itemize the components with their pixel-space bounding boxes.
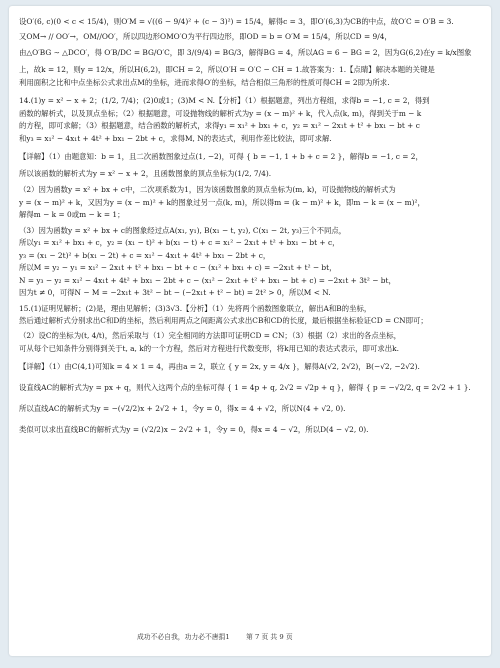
text-line: 上，故k = 12，则y = 12/x，所以H(6,2)，即CH = 2，所以O′H = O′C − CH = 1.故答案为：1.【点睛】解决本题的关键是 — [19, 65, 435, 74]
text-line: 解得m − k = 0或m − k = 1； — [19, 210, 125, 219]
text-line: 的方程，即可求解；（3）根据题意，结合函数的解析式，求得y₁ = x₁² + bx₁ + c，y₂ = x₁² − 2x₁t + t² + bx₁ − bt + c — [19, 121, 420, 130]
text-line: 【详解】（1）由C(4,1)可知k = 4 × 1 = 4，再由a = 2，联立 { y = 2x, y = 4/x }，解得A(√2, 2√2)，B(−√2, −2√2). — [19, 362, 420, 371]
text-line: （3）因为函数y = x² + bx + c的图象经过点A(x₁, y₁), B(x₁ − t, y₂), C(x₁ − 2t, y₃)三个不同点， — [19, 225, 347, 235]
text-line: 函数的解析式，以及顶点坐标；（2）根据题意，可设抛物线的解析式为y = (x − m)² + k，代入点(k, m)，得到关于m − k — [19, 108, 422, 118]
text-line: 和y₃ = x₁² − 4x₁t + 4t² + bx₁ − 2bt + c，求得M, N的表达式，利用作差比较法，即可求解. — [19, 133, 332, 143]
text-line: 设直线AC的解析式为y = px + q，则代入这两个点的坐标可得 { 1 = 4p + q, 2√2 = √2p + q }，解得 { p = −√2/2, q = 2√2 + 1 }. — [19, 383, 471, 392]
text-line: 因为t ≠ 0，可得N − M = −2x₁t + 3t² − bt − (−2x₁t + t² − bt) = 2t² > 0，所以M < N. — [19, 288, 331, 297]
text-line: 所以直线AC的解析式为y = −(√2/2)x + 2√2 + 1，令y = 0，得x = 4 + √2，所以N(4 + √2, 0). — [19, 404, 346, 413]
text-line: 所以y₁ = x₁² + bx₁ + c，y₂ = (x₁ − t)² + b(x₁ − t) + c = x₁² − 2x₁t + t² + bx₁ − bt + c， — [19, 238, 340, 247]
text-line: y₃ = (x₁ − 2t)² + b(x₁ − 2t) + c = x₁² − 4x₁t + 4t² + bx₁ − 2bt + c， — [19, 250, 271, 260]
text-line: y = (x − m)² + k，又因为y = (x − m)² + k的图象过另一点(k, m)，所以得m = (k − m)² + k，即m − k = (x − m)²， — [19, 197, 425, 207]
text-line: （2）因为函数y = x² + bx + c中，二次项系数为1，因为该函数图象的顶点坐标为(m, k)，可设抛物线的解析式为 — [19, 185, 396, 194]
text-line: N = y₃ − y₂ = x₁² − 4x₁t + 4t² + bx₁ − 2bt + c − (x₁² − 2x₁t + t² + bx₁ − bt + c) = −2x₁t + 3t² − bt， — [19, 275, 396, 285]
text-line: 设O′(6, c)(0 < c < 15/4)，则O′M = √((6 − 9/4)² + (c − 3)²) = 15/4，解得c = 3，即O′(6,3)为CB的中点，故O′C = O′B = 3. — [19, 17, 454, 26]
footer-motto: 成功不必自我，功力必不唐捐1 — [137, 633, 230, 641]
text-line: 15.(1)证明见解析；(2)是，理由见解析；(3)3√3.【分析】（1）先将两个函数图象联立，解出A和B的坐标， — [19, 303, 372, 313]
text-line: 【详解】（1）由题意知：b = 1，且二次函数图象过点(1, −2)，可得 { b = −1, 1 + b + c = 2 }，解得b = −1, c = 2， — [19, 152, 423, 161]
text-line: 14.(1)y = x² − x + 2；(1/2, 7/4)；(2)0或1；(3)M < N.【分析】（1）根据题意，列出方程组，求得b = −1, c = 2，得到 — [19, 95, 430, 105]
text-line: 所以M = y₂ − y₁ = x₁² − 2x₁t + t² + bx₁ − bt + c − (x₁² + bx₁ + c) = −2x₁t + t² − bt， — [19, 263, 337, 272]
text-line: 可从每个已知条件分别得到关于t, a, k的一个方程，然后对方程进行代数变形，将k用已知的表达式表示，即可求出k. — [19, 343, 399, 353]
text-line: 然后通过解析式分别求出C和D的坐标，然后利用两点之间距离公式求出CB和CD的长度，最后根据坐标验证CD = CN即可； — [19, 316, 428, 325]
text-line: 类似可以求出直线BC的解析式为y = (√2/2)x − 2√2 + 1，令y = 0，得x = 4 − √2，所以D(4 − √2, 0). — [19, 425, 369, 434]
solution-text — [19, 14, 481, 439]
page-number: 第 7 页 共 9 页 — [246, 633, 293, 641]
text-line: （2）设C的坐标为(t, 4/t)，然后采取与（1）完全相同的方法即可证明CD = CN；（3）根据（2）求出的各点坐标， — [19, 330, 401, 340]
text-line: 又OM→ // OO′→，OM//OO′，所以四边形OMO′O为平行四边形，即OD = b = O′M = 15/4，所以CD = 9/4， — [19, 32, 392, 41]
text-line: 利用面积之比和中点坐标公式求出点M的坐标，进而求得O′的坐标，结合相似三角形的性质可得CH = 2即为所求. — [19, 78, 390, 87]
text-line: 所以该函数的解析式为y = x² − x + 2，且函数图象的顶点坐标为(1/2, 7/4). — [19, 169, 272, 178]
text-line: 由△O′BG ∼ △DCO′，得 O′B/DC = BG/O′C，即 3/(9/4) = BG/3，解得BG = 4，所以AG = 6 − BG = 2，因为G(6,2)在y = k/x图象 — [19, 48, 472, 57]
document-page — [9, 6, 491, 656]
